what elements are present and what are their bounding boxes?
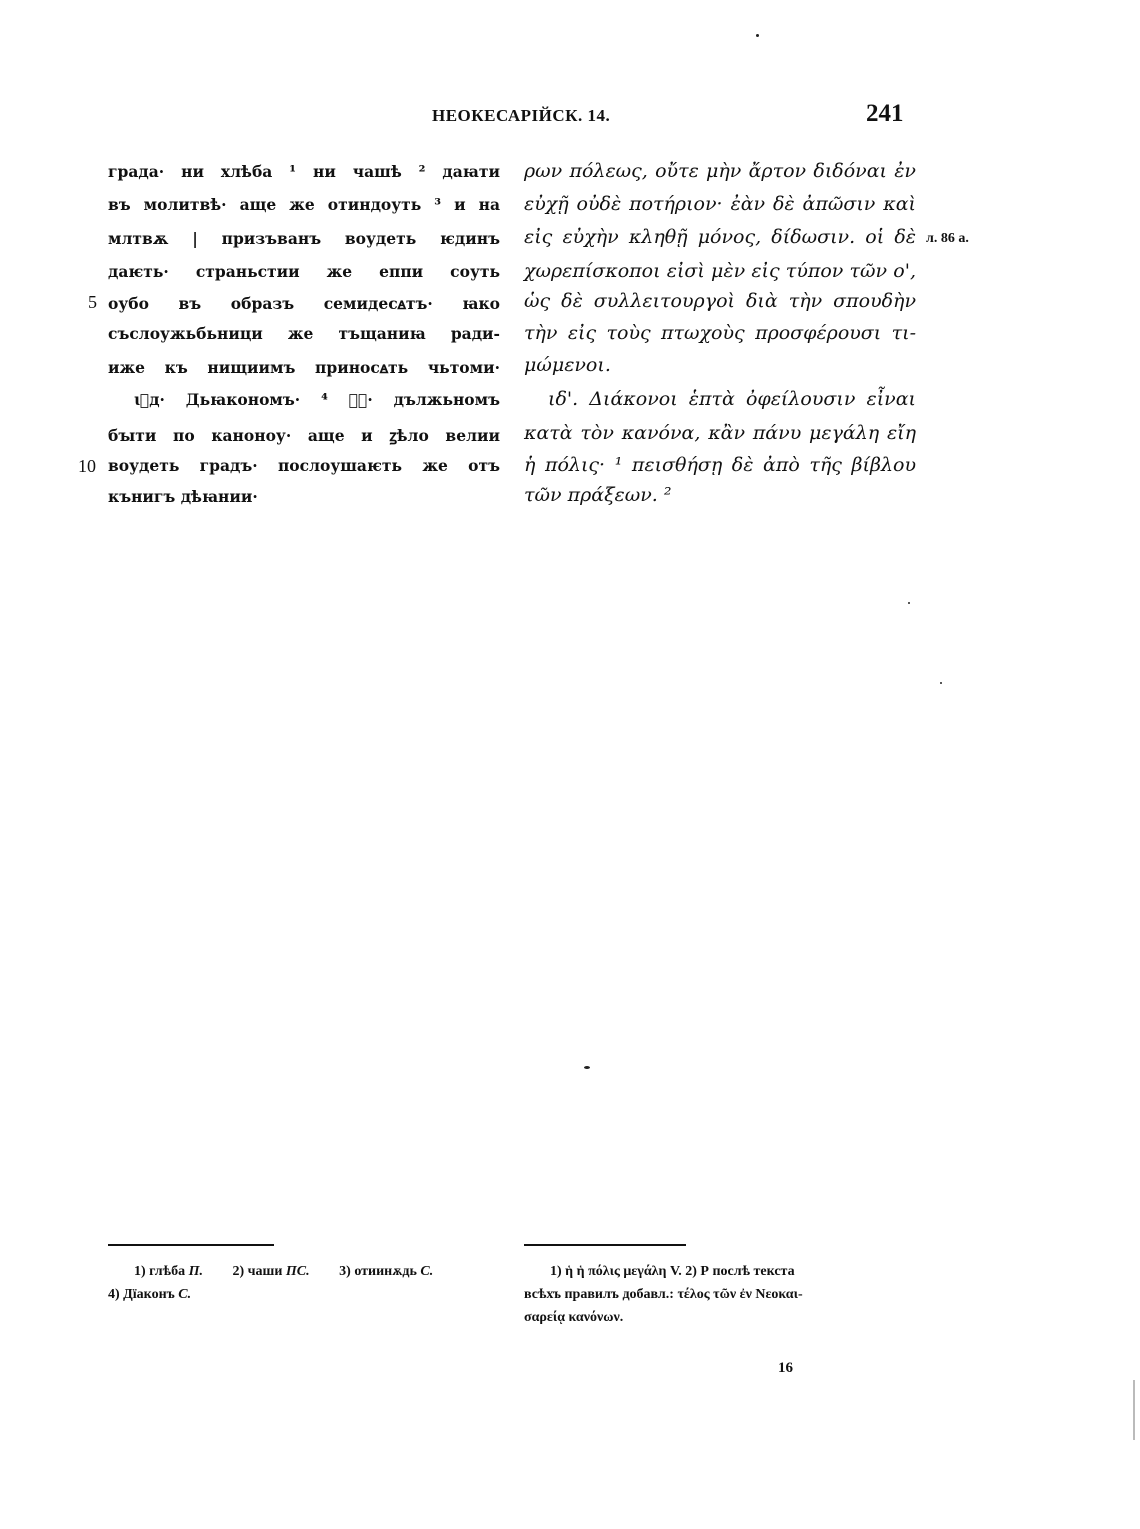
scan-edge xyxy=(1133,1380,1135,1440)
slavonic-line: оубо въ образъ семидесꙙтъ· ꙗко xyxy=(108,294,500,313)
slavonic-line: града· ни хлѣба ¹ ни чашѣ ² даꙗти xyxy=(108,162,500,181)
running-header: НЕОКЕСАРІЙСК. 14. xyxy=(432,106,611,125)
slavonic-line: ꙇ҃д· Дьꙗкономъ· ⁴ ꙁ҃· дължьномъ xyxy=(134,390,500,409)
scan-speck xyxy=(908,602,910,604)
greek-line: ιδ'. Διάκονοι ἑπτὰ ὀφείλουσιν εἶναι xyxy=(548,388,916,410)
footnote-rule-left xyxy=(108,1244,274,1246)
greek-line: ἡ πόλις· ¹ πεισθήσῃ δὲ ἀπὸ τῆς βίβλου xyxy=(524,454,916,476)
slavonic-line: даѥть· страньстии же еппи соуть xyxy=(108,262,500,281)
footnote-rule-right xyxy=(524,1244,686,1246)
slavonic-line: кънигъ дѣꙗнии· xyxy=(108,487,258,506)
footnote-siglum: С. xyxy=(420,1264,434,1279)
footnote-2: 2) чаши xyxy=(232,1264,283,1279)
slavonic-line: бꙑти по каноноу· аще и ꙁѣло велии xyxy=(108,426,500,445)
footnote-3: 3) отиинѫдь xyxy=(339,1264,417,1279)
footnote-siglum: ПС. xyxy=(285,1264,310,1279)
footnote-siglum: С. xyxy=(178,1287,192,1302)
footnote-right-line: σαρείᾳ κανόνων. xyxy=(524,1310,624,1325)
footnote-left-line xyxy=(108,1287,191,1303)
greek-line: ρων πόλεως, οὔτε μὴν ἄρτον διδόναι ἐν xyxy=(524,160,916,182)
margin-note: л. 86 а. xyxy=(926,231,969,246)
greek-line: εὐχῇ οὐδὲ ποτήριον· ἐὰν δὲ ἀπῶσιν καὶ xyxy=(524,193,916,215)
greek-line: εἰς εὐχὴν κληθῇ μόνος, δίδωσιν. οἱ δὲ xyxy=(524,226,916,248)
footnote-1: 1) глѣба xyxy=(134,1264,186,1279)
greek-line: κατὰ τὸν κανόνα, κἂν πάνυ μεγάλη εἴη xyxy=(524,422,916,444)
scan-speck xyxy=(584,1066,590,1069)
footnote-left-line xyxy=(134,1264,433,1280)
signature-mark: 16 xyxy=(778,1360,793,1376)
slavonic-line: воудеть градъ· послоушаѥть же отъ xyxy=(108,456,500,475)
line-number: 10 xyxy=(78,456,96,476)
slavonic-line: иже къ нищиимъ приносꙙть чьтоми· xyxy=(108,358,500,377)
greek-line: ὡς δὲ συλλειτουργοὶ διὰ τὴν σπουδὴν xyxy=(524,290,916,312)
greek-line: τὴν εἰς τοὺς πτωχοὺς προσφέρουσι τι- xyxy=(524,322,916,344)
greek-line: μώμενοι. xyxy=(524,354,611,376)
line-number: 5 xyxy=(88,292,97,312)
footnote-right-line: всѣхъ правилъ добавл.: τέλος τῶν ἐν Νεοκαι- xyxy=(524,1287,803,1302)
greek-line: χωρεπίσκοποι εἰσὶ μὲν εἰς τύπον τῶν ο', xyxy=(524,260,916,282)
page-number: 241 xyxy=(866,100,904,127)
footnote-4: 4) Дїаконъ xyxy=(108,1287,175,1302)
slavonic-line: млтвѫ | призъванъ воудеть ѥдинъ xyxy=(108,229,500,248)
scan-speck xyxy=(756,34,759,37)
scan-speck xyxy=(940,682,942,684)
footnote-right-line: 1) ἡ ἡ πόλις μεγάλη V. 2) Р послѣ текста xyxy=(550,1264,795,1279)
slavonic-line: въ молитвѣ· аще же отиндоуть ³ и на xyxy=(108,195,500,214)
greek-line: τῶν πράξεων. ² xyxy=(524,484,672,506)
footnote-siglum: П. xyxy=(188,1264,203,1279)
slavonic-line: съслоужьбьници же тъщаниꙗ ради- xyxy=(108,324,500,343)
